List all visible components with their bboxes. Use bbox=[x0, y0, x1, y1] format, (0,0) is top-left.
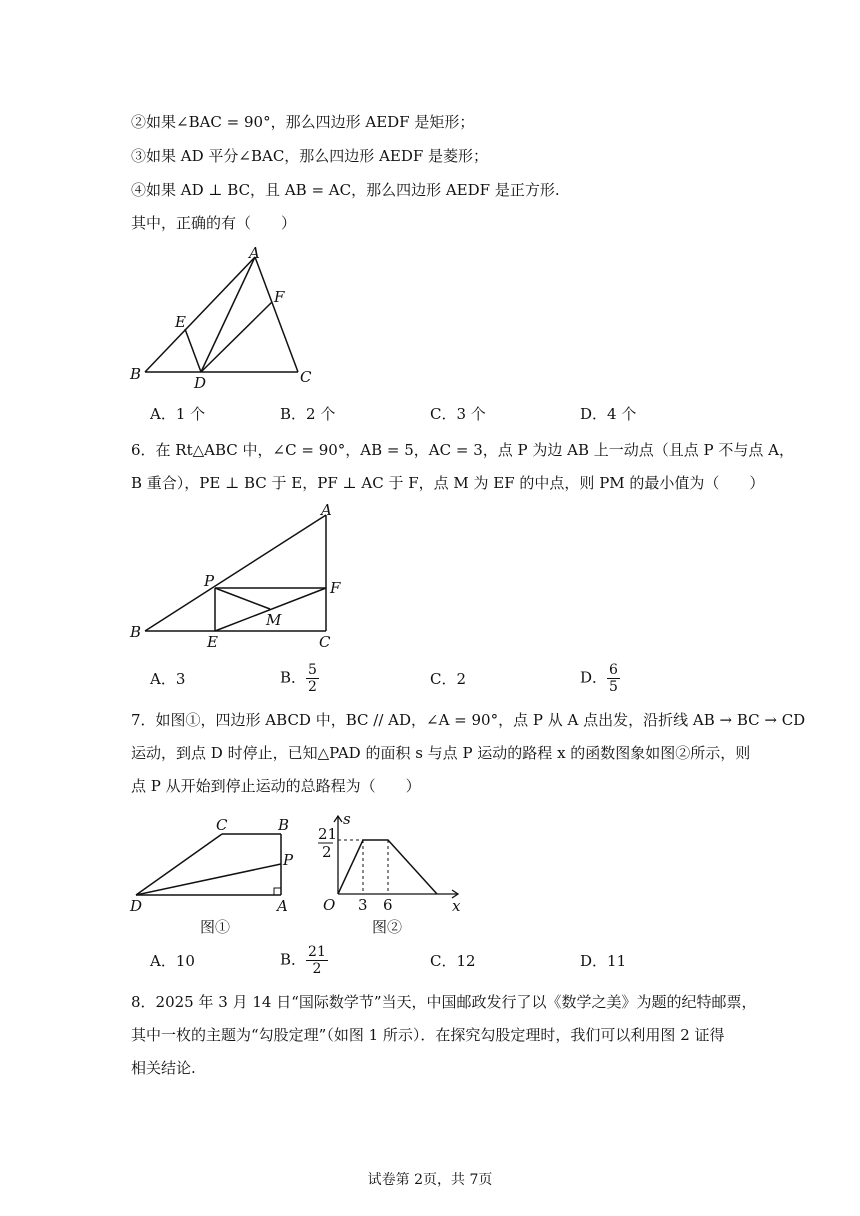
q5-label-d: D bbox=[194, 374, 207, 392]
q5-option-b: B．2 个 bbox=[280, 405, 336, 423]
q6-option-b-numerator: 5 bbox=[308, 662, 317, 678]
q7-option-b-numerator: 21 bbox=[308, 944, 326, 960]
q7-graph-y-numerator: 21 bbox=[318, 825, 338, 843]
q6-label-b: B bbox=[130, 623, 142, 641]
q6-option-b-fraction bbox=[306, 662, 319, 695]
q7-function-graph bbox=[315, 812, 475, 940]
q7-graph-y-denominator: 2 bbox=[322, 843, 332, 861]
q7-option-d: D．11 bbox=[580, 952, 627, 970]
q7-stem-line-3: 点 P 从开始到停止运动的总路程为（ ） bbox=[131, 777, 421, 795]
q5-label-b: B bbox=[130, 365, 142, 383]
q6-label-e: E bbox=[207, 633, 218, 651]
q6-option-d-fraction bbox=[607, 662, 620, 695]
q5-option-a: A．1 个 bbox=[150, 405, 206, 423]
q7-trapezoid-figure bbox=[125, 812, 315, 940]
q5-option-d: D．4 个 bbox=[580, 405, 637, 423]
q7-fig1-caption: 图① bbox=[200, 918, 231, 936]
q5-label-a: A bbox=[249, 244, 260, 262]
q6-option-d-denominator: 5 bbox=[609, 679, 618, 695]
q8-stem-line-3: 相关结论. bbox=[131, 1059, 196, 1077]
q7-graph-tick-3: 3 bbox=[358, 896, 368, 914]
q6-stem-line-1: 6．在 Rt△ABC 中，∠C = 90°，AB = 5，AC = 3，点 P 为边 AB 上一动点（且点 P 不与点 A， bbox=[131, 441, 794, 459]
q7-stem-line-1: 7．如图①，四边形 ABCD 中，BC // AD，∠A = 90°，点 P 从 A 点出发，沿折线 AB → BC → CD bbox=[131, 711, 806, 729]
q5-label-e: E bbox=[175, 313, 186, 331]
q6-option-c: C．2 bbox=[430, 670, 467, 688]
q6-triangle-figure bbox=[125, 500, 355, 655]
q6-stem-line-2: B 重合），PE ⊥ BC 于 E，PF ⊥ AC 于 F，点 M 为 EF 的中点，则 PM 的最小值为（ ） bbox=[131, 474, 765, 492]
q7-fig1-label-a: A bbox=[277, 897, 288, 915]
page-footer: 试卷第 2页，共 7页 bbox=[367, 1172, 493, 1188]
q6-option-d-numerator: 6 bbox=[609, 662, 618, 678]
q6-option-d-label: D． bbox=[580, 668, 608, 687]
q7-fig1-label-p: P bbox=[283, 851, 294, 869]
q6-option-d bbox=[580, 662, 620, 695]
q7-option-a: A．10 bbox=[150, 952, 195, 970]
q7-option-b bbox=[280, 944, 328, 977]
q7-fig2-caption: 图② bbox=[372, 918, 403, 936]
q7-graph-x-label: x bbox=[452, 897, 461, 915]
q7-option-c: C．12 bbox=[430, 952, 476, 970]
q7-option-b-denominator: 2 bbox=[312, 961, 322, 977]
q6-option-a: A．3 bbox=[150, 670, 186, 688]
q5-label-f: F bbox=[274, 288, 285, 306]
q6-label-f: F bbox=[330, 579, 341, 597]
q7-graph-tick-6: 6 bbox=[383, 896, 393, 914]
q8-stem-line-2: 其中一枚的主题为“勾股定理”（如图 1 所示）．在探究勾股定理时，我们可以利用图 2 证得 bbox=[131, 1026, 725, 1044]
q5-label-c: C bbox=[300, 368, 312, 386]
q7-option-b-fraction bbox=[306, 944, 328, 977]
q5-option-c: C．3 个 bbox=[430, 405, 486, 423]
q5-statement-2: ②如果∠BAC = 90°，那么四边形 AEDF 是矩形； bbox=[131, 113, 475, 131]
q7-stem-line-2: 运动，到点 D 时停止，已知△PAD 的面积 s 与点 P 运动的路程 x 的函数图象如图②所示，则 bbox=[131, 744, 751, 762]
q6-label-a: A bbox=[321, 501, 332, 519]
q6-label-c: C bbox=[319, 633, 331, 651]
q5-statement-4: ④如果 AD ⊥ BC，且 AB = AC，那么四边形 AEDF 是正方形. bbox=[131, 181, 560, 199]
q5-prompt: 其中，正确的有（ ） bbox=[131, 214, 297, 232]
q6-option-b-label: B． bbox=[280, 668, 307, 687]
q7-fig1-label-c: C bbox=[216, 816, 228, 834]
q6-label-m: M bbox=[266, 611, 282, 629]
q7-fig1-label-d: D bbox=[130, 897, 143, 915]
q6-label-p: P bbox=[204, 572, 215, 590]
q7-option-b-label: B． bbox=[280, 950, 307, 969]
q7-fig1-label-b: B bbox=[278, 816, 290, 834]
q7-graph-s-label: s bbox=[343, 810, 351, 828]
q7-graph-origin-label: O bbox=[323, 896, 336, 914]
q5-triangle-figure bbox=[125, 245, 325, 390]
q6-option-b bbox=[280, 662, 319, 695]
q8-stem-line-1: 8．2025 年 3 月 14 日“国际数学节”当天，中国邮政发行了以《数学之美》为题的纪特邮票， bbox=[131, 993, 757, 1011]
q6-option-b-denominator: 2 bbox=[308, 679, 317, 695]
q5-statement-3: ③如果 AD 平分∠BAC，那么四边形 AEDF 是菱形； bbox=[131, 147, 489, 165]
